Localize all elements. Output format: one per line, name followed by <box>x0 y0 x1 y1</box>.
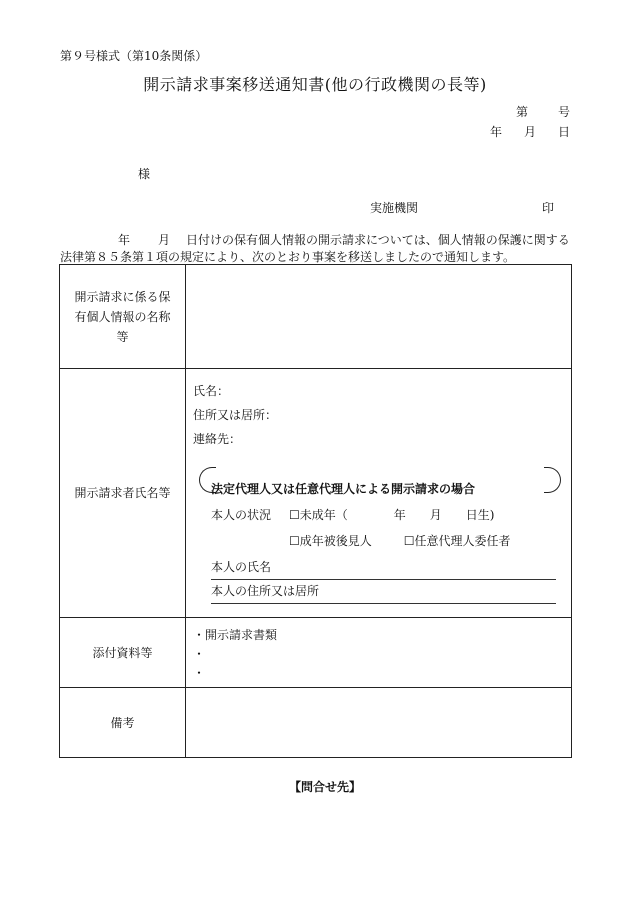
agency-label: 実施機関 <box>370 201 419 215</box>
requester-address-line[interactable]: 住所又は居所： <box>193 408 278 422</box>
table-row <box>60 618 572 688</box>
principal-status-row <box>211 503 494 527</box>
form-number: 第９号様式（第10条関係） <box>60 49 208 63</box>
principal-checkbox[interactable]: ☐任意代理人委任者 <box>403 534 511 548</box>
row1-value[interactable] <box>186 265 572 369</box>
row2-label: 開示請求者氏名等 <box>60 369 186 618</box>
number-suffix: 号 <box>557 105 570 119</box>
principal-name-field[interactable]: 本人の氏名 <box>211 555 556 580</box>
number-prefix: 第 <box>515 105 528 119</box>
row4-label: 備考 <box>60 688 186 758</box>
attachment-item: ・開示請求書類 <box>193 628 278 642</box>
contact-heading: 【問合せ先】 <box>288 780 361 794</box>
birth-day: 日生) <box>465 508 495 522</box>
agent-heading: 法定代理人又は任意代理人による開示請求の場合 <box>211 482 476 496</box>
ward-checkbox[interactable]: ☐成年被後見人 <box>289 534 372 548</box>
document-title: 開示請求事案移送通知書(他の行政機関の長等) <box>143 75 487 94</box>
date-month: 月 <box>523 125 536 139</box>
requester-contact-line[interactable]: 連絡先： <box>193 432 242 446</box>
attachment-item: ・ <box>193 666 206 680</box>
intro-text: 日付けの保有個人情報の開示請求については、個人情報の保護に関する法律第８５条第１項の規定により、次のとおり事案を移送しましたので通知します。 <box>60 233 570 264</box>
addressee-suffix: 様 <box>138 167 151 181</box>
row3-label: 添付資料等 <box>60 618 186 688</box>
date-year: 年 <box>489 125 502 139</box>
document-number-row <box>516 103 570 120</box>
date-day: 日 <box>557 125 570 139</box>
requester-name-line[interactable]: 氏名： <box>193 384 230 398</box>
birth-year: 年 <box>393 508 406 522</box>
seal-mark: 印 <box>542 201 555 215</box>
row1-label: 開示請求に係る保有個人情報の名称等 <box>60 265 186 369</box>
intro-paragraph <box>60 232 574 266</box>
agent-box <box>199 467 561 598</box>
row3-value <box>186 618 572 688</box>
agency-row <box>370 199 554 216</box>
row4-value[interactable] <box>186 688 572 758</box>
intro-month: 月 <box>158 233 171 247</box>
row2-value <box>186 369 572 618</box>
minor-checkbox[interactable]: ☐未成年（ <box>289 508 348 522</box>
attachment-item: ・ <box>193 647 206 661</box>
notice-table <box>59 264 572 758</box>
principal-status-row-2 <box>289 529 511 553</box>
table-row <box>60 369 572 618</box>
intro-year: 年 <box>118 233 131 247</box>
document-date-row <box>490 123 570 140</box>
table-row <box>60 265 572 369</box>
table-row <box>60 688 572 758</box>
right-bracket <box>544 467 561 493</box>
status-label: 本人の状況 <box>211 508 272 522</box>
principal-address-field[interactable]: 本人の住所又は居所 <box>211 579 556 604</box>
birth-month: 月 <box>429 508 442 522</box>
